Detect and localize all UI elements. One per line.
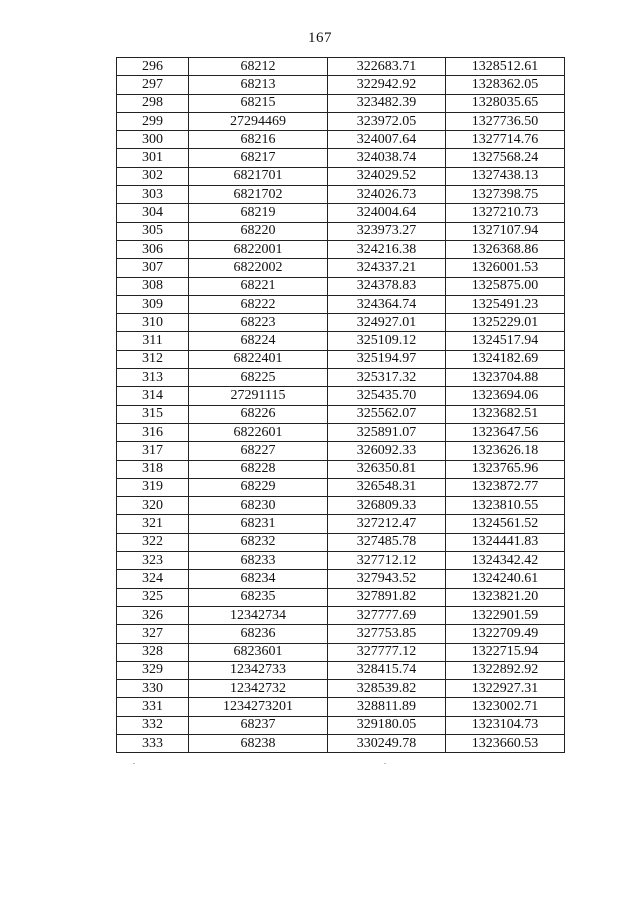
x-coordinate-cell: 329180.05 bbox=[328, 716, 446, 734]
table-row bbox=[117, 295, 565, 313]
row-number-cell: 326 bbox=[117, 606, 189, 624]
row-number-cell: 327 bbox=[117, 625, 189, 643]
x-coordinate-cell: 327777.69 bbox=[328, 606, 446, 624]
row-number-cell: 317 bbox=[117, 442, 189, 460]
row-number-cell: 315 bbox=[117, 405, 189, 423]
point-id-cell: 68225 bbox=[189, 369, 328, 387]
row-number-cell: 303 bbox=[117, 186, 189, 204]
x-coordinate-cell: 325194.97 bbox=[328, 350, 446, 368]
row-number-cell: 312 bbox=[117, 350, 189, 368]
table-row bbox=[117, 478, 565, 496]
table-row bbox=[117, 387, 565, 405]
y-coordinate-cell: 1323704.88 bbox=[446, 369, 565, 387]
table-row bbox=[117, 405, 565, 423]
table-row bbox=[117, 661, 565, 679]
y-coordinate-cell: 1324517.94 bbox=[446, 332, 565, 350]
point-id-cell: 6823601 bbox=[189, 643, 328, 661]
x-coordinate-cell: 324026.73 bbox=[328, 186, 446, 204]
table-row bbox=[117, 167, 565, 185]
table-row bbox=[117, 58, 565, 76]
table-row bbox=[117, 698, 565, 716]
point-id-cell: 68226 bbox=[189, 405, 328, 423]
table-row bbox=[117, 186, 565, 204]
table-row bbox=[117, 350, 565, 368]
row-number-cell: 305 bbox=[117, 222, 189, 240]
coordinates-table bbox=[116, 57, 565, 753]
x-coordinate-cell: 328415.74 bbox=[328, 661, 446, 679]
row-number-cell: 331 bbox=[117, 698, 189, 716]
y-coordinate-cell: 1325875.00 bbox=[446, 277, 565, 295]
row-number-cell: 329 bbox=[117, 661, 189, 679]
x-coordinate-cell: 326092.33 bbox=[328, 442, 446, 460]
x-coordinate-cell: 327777.12 bbox=[328, 643, 446, 661]
row-number-cell: 302 bbox=[117, 167, 189, 185]
table-row bbox=[117, 240, 565, 258]
row-number-cell: 332 bbox=[117, 716, 189, 734]
point-id-cell: 27291115 bbox=[189, 387, 328, 405]
table-row bbox=[117, 204, 565, 222]
y-coordinate-cell: 1322715.94 bbox=[446, 643, 565, 661]
y-coordinate-cell: 1324561.52 bbox=[446, 515, 565, 533]
x-coordinate-cell: 325891.07 bbox=[328, 423, 446, 441]
x-coordinate-cell: 325435.70 bbox=[328, 387, 446, 405]
y-coordinate-cell: 1323810.55 bbox=[446, 497, 565, 515]
point-id-cell: 68231 bbox=[189, 515, 328, 533]
y-coordinate-cell: 1326368.86 bbox=[446, 240, 565, 258]
table-row bbox=[117, 716, 565, 734]
x-coordinate-cell: 323973.27 bbox=[328, 222, 446, 240]
table-row bbox=[117, 460, 565, 478]
row-number-cell: 310 bbox=[117, 314, 189, 332]
table-row bbox=[117, 533, 565, 551]
y-coordinate-cell: 1324240.61 bbox=[446, 570, 565, 588]
row-number-cell: 311 bbox=[117, 332, 189, 350]
y-coordinate-cell: 1323765.96 bbox=[446, 460, 565, 478]
point-id-cell: 68219 bbox=[189, 204, 328, 222]
row-number-cell: 324 bbox=[117, 570, 189, 588]
x-coordinate-cell: 324216.38 bbox=[328, 240, 446, 258]
point-id-cell: 6822601 bbox=[189, 423, 328, 441]
table-row bbox=[117, 259, 565, 277]
table-row bbox=[117, 94, 565, 112]
point-id-cell: 68217 bbox=[189, 149, 328, 167]
y-coordinate-cell: 1328512.61 bbox=[446, 58, 565, 76]
y-coordinate-cell: 1327438.13 bbox=[446, 167, 565, 185]
x-coordinate-cell: 324337.21 bbox=[328, 259, 446, 277]
table-row bbox=[117, 515, 565, 533]
row-number-cell: 297 bbox=[117, 76, 189, 94]
point-id-cell: 6821701 bbox=[189, 167, 328, 185]
row-number-cell: 309 bbox=[117, 295, 189, 313]
row-number-cell: 319 bbox=[117, 478, 189, 496]
table-row bbox=[117, 442, 565, 460]
point-id-cell: 68223 bbox=[189, 314, 328, 332]
x-coordinate-cell: 322683.71 bbox=[328, 58, 446, 76]
y-coordinate-cell: 1327210.73 bbox=[446, 204, 565, 222]
scan-artifact bbox=[384, 763, 386, 764]
x-coordinate-cell: 327485.78 bbox=[328, 533, 446, 551]
point-id-cell: 6822002 bbox=[189, 259, 328, 277]
scan-artifact bbox=[133, 763, 135, 764]
table-row bbox=[117, 112, 565, 130]
table-row bbox=[117, 423, 565, 441]
x-coordinate-cell: 324029.52 bbox=[328, 167, 446, 185]
row-number-cell: 325 bbox=[117, 588, 189, 606]
row-number-cell: 323 bbox=[117, 552, 189, 570]
x-coordinate-cell: 327753.85 bbox=[328, 625, 446, 643]
row-number-cell: 301 bbox=[117, 149, 189, 167]
row-number-cell: 299 bbox=[117, 112, 189, 130]
x-coordinate-cell: 328539.82 bbox=[328, 680, 446, 698]
table-row bbox=[117, 552, 565, 570]
x-coordinate-cell: 324007.64 bbox=[328, 131, 446, 149]
point-id-cell: 68212 bbox=[189, 58, 328, 76]
point-id-cell: 68222 bbox=[189, 295, 328, 313]
point-id-cell: 68221 bbox=[189, 277, 328, 295]
x-coordinate-cell: 330249.78 bbox=[328, 734, 446, 752]
y-coordinate-cell: 1325491.23 bbox=[446, 295, 565, 313]
table-row bbox=[117, 680, 565, 698]
y-coordinate-cell: 1327107.94 bbox=[446, 222, 565, 240]
y-coordinate-cell: 1324441.83 bbox=[446, 533, 565, 551]
coordinates-table-container bbox=[116, 57, 564, 753]
table-row bbox=[117, 570, 565, 588]
y-coordinate-cell: 1326001.53 bbox=[446, 259, 565, 277]
x-coordinate-cell: 324364.74 bbox=[328, 295, 446, 313]
y-coordinate-cell: 1323682.51 bbox=[446, 405, 565, 423]
row-number-cell: 304 bbox=[117, 204, 189, 222]
row-number-cell: 313 bbox=[117, 369, 189, 387]
row-number-cell: 307 bbox=[117, 259, 189, 277]
point-id-cell: 68237 bbox=[189, 716, 328, 734]
y-coordinate-cell: 1324342.42 bbox=[446, 552, 565, 570]
point-id-cell: 68227 bbox=[189, 442, 328, 460]
table-row bbox=[117, 497, 565, 515]
row-number-cell: 318 bbox=[117, 460, 189, 478]
y-coordinate-cell: 1322901.59 bbox=[446, 606, 565, 624]
point-id-cell: 68232 bbox=[189, 533, 328, 551]
row-number-cell: 308 bbox=[117, 277, 189, 295]
table-row bbox=[117, 332, 565, 350]
y-coordinate-cell: 1323872.77 bbox=[446, 478, 565, 496]
point-id-cell: 68228 bbox=[189, 460, 328, 478]
x-coordinate-cell: 322942.92 bbox=[328, 76, 446, 94]
y-coordinate-cell: 1323104.73 bbox=[446, 716, 565, 734]
x-coordinate-cell: 324927.01 bbox=[328, 314, 446, 332]
x-coordinate-cell: 326548.31 bbox=[328, 478, 446, 496]
point-id-cell: 6822001 bbox=[189, 240, 328, 258]
y-coordinate-cell: 1327736.50 bbox=[446, 112, 565, 130]
table-row bbox=[117, 606, 565, 624]
point-id-cell: 68213 bbox=[189, 76, 328, 94]
y-coordinate-cell: 1323647.56 bbox=[446, 423, 565, 441]
y-coordinate-cell: 1328362.05 bbox=[446, 76, 565, 94]
point-id-cell: 68230 bbox=[189, 497, 328, 515]
x-coordinate-cell: 327712.12 bbox=[328, 552, 446, 570]
point-id-cell: 68234 bbox=[189, 570, 328, 588]
x-coordinate-cell: 324378.83 bbox=[328, 277, 446, 295]
y-coordinate-cell: 1322927.31 bbox=[446, 680, 565, 698]
point-id-cell: 12342734 bbox=[189, 606, 328, 624]
table-row bbox=[117, 277, 565, 295]
y-coordinate-cell: 1323626.18 bbox=[446, 442, 565, 460]
row-number-cell: 306 bbox=[117, 240, 189, 258]
y-coordinate-cell: 1323002.71 bbox=[446, 698, 565, 716]
y-coordinate-cell: 1323660.53 bbox=[446, 734, 565, 752]
y-coordinate-cell: 1327398.75 bbox=[446, 186, 565, 204]
point-id-cell: 68216 bbox=[189, 131, 328, 149]
table-body bbox=[117, 58, 565, 753]
table-row bbox=[117, 588, 565, 606]
row-number-cell: 314 bbox=[117, 387, 189, 405]
y-coordinate-cell: 1324182.69 bbox=[446, 350, 565, 368]
row-number-cell: 322 bbox=[117, 533, 189, 551]
x-coordinate-cell: 325317.32 bbox=[328, 369, 446, 387]
x-coordinate-cell: 325562.07 bbox=[328, 405, 446, 423]
row-number-cell: 300 bbox=[117, 131, 189, 149]
table-row bbox=[117, 76, 565, 94]
table-row bbox=[117, 734, 565, 752]
x-coordinate-cell: 325109.12 bbox=[328, 332, 446, 350]
point-id-cell: 68233 bbox=[189, 552, 328, 570]
point-id-cell: 1234273201 bbox=[189, 698, 328, 716]
table-row bbox=[117, 625, 565, 643]
row-number-cell: 321 bbox=[117, 515, 189, 533]
point-id-cell: 68220 bbox=[189, 222, 328, 240]
table-row bbox=[117, 314, 565, 332]
y-coordinate-cell: 1323821.20 bbox=[446, 588, 565, 606]
table-row bbox=[117, 643, 565, 661]
page-number: 167 bbox=[308, 30, 332, 46]
x-coordinate-cell: 323972.05 bbox=[328, 112, 446, 130]
point-id-cell: 27294469 bbox=[189, 112, 328, 130]
point-id-cell: 12342732 bbox=[189, 680, 328, 698]
table-row bbox=[117, 149, 565, 167]
point-id-cell: 68236 bbox=[189, 625, 328, 643]
x-coordinate-cell: 327891.82 bbox=[328, 588, 446, 606]
x-coordinate-cell: 326809.33 bbox=[328, 497, 446, 515]
point-id-cell: 68215 bbox=[189, 94, 328, 112]
row-number-cell: 330 bbox=[117, 680, 189, 698]
point-id-cell: 6822401 bbox=[189, 350, 328, 368]
x-coordinate-cell: 328811.89 bbox=[328, 698, 446, 716]
row-number-cell: 296 bbox=[117, 58, 189, 76]
y-coordinate-cell: 1328035.65 bbox=[446, 94, 565, 112]
row-number-cell: 333 bbox=[117, 734, 189, 752]
point-id-cell: 68235 bbox=[189, 588, 328, 606]
point-id-cell: 68224 bbox=[189, 332, 328, 350]
x-coordinate-cell: 323482.39 bbox=[328, 94, 446, 112]
row-number-cell: 328 bbox=[117, 643, 189, 661]
y-coordinate-cell: 1325229.01 bbox=[446, 314, 565, 332]
row-number-cell: 320 bbox=[117, 497, 189, 515]
row-number-cell: 298 bbox=[117, 94, 189, 112]
x-coordinate-cell: 327943.52 bbox=[328, 570, 446, 588]
table-row bbox=[117, 222, 565, 240]
table-row bbox=[117, 369, 565, 387]
point-id-cell: 68238 bbox=[189, 734, 328, 752]
point-id-cell: 68229 bbox=[189, 478, 328, 496]
y-coordinate-cell: 1323694.06 bbox=[446, 387, 565, 405]
y-coordinate-cell: 1327568.24 bbox=[446, 149, 565, 167]
table-row bbox=[117, 131, 565, 149]
point-id-cell: 6821702 bbox=[189, 186, 328, 204]
y-coordinate-cell: 1322709.49 bbox=[446, 625, 565, 643]
y-coordinate-cell: 1322892.92 bbox=[446, 661, 565, 679]
x-coordinate-cell: 326350.81 bbox=[328, 460, 446, 478]
x-coordinate-cell: 324038.74 bbox=[328, 149, 446, 167]
x-coordinate-cell: 327212.47 bbox=[328, 515, 446, 533]
point-id-cell: 12342733 bbox=[189, 661, 328, 679]
x-coordinate-cell: 324004.64 bbox=[328, 204, 446, 222]
y-coordinate-cell: 1327714.76 bbox=[446, 131, 565, 149]
row-number-cell: 316 bbox=[117, 423, 189, 441]
